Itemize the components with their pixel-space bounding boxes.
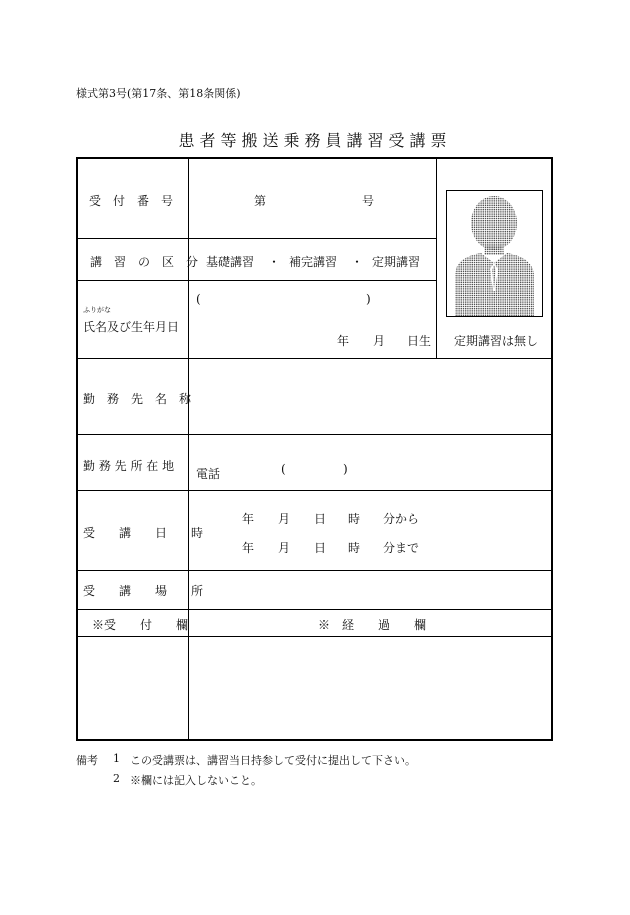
form-number: 様式第3号(第17条、第18条関係) xyxy=(76,87,241,100)
end-year-label: 年 xyxy=(242,541,255,555)
end-month-label: 月 xyxy=(278,541,291,555)
course-datetime-label: 受 講 日 時 xyxy=(83,526,204,540)
photo-frame[interactable] xyxy=(446,190,543,317)
row-divider xyxy=(76,609,553,610)
course-option-separator: ・ xyxy=(268,255,281,269)
phone-area-field[interactable] xyxy=(226,462,278,480)
workplace-name-field[interactable] xyxy=(194,364,546,428)
end-hour-label: 時 xyxy=(348,541,361,555)
row-divider xyxy=(76,490,553,491)
receipt-number-label: 受 付 番 号 xyxy=(89,194,174,208)
note-text: ※欄には記入しないこと。 xyxy=(130,774,262,787)
reception-cell xyxy=(80,640,184,737)
row-divider xyxy=(76,358,553,359)
row-divider xyxy=(76,434,553,435)
start-month-label: 月 xyxy=(278,512,291,526)
furigana-field[interactable] xyxy=(205,288,360,308)
receipt-number-field[interactable] xyxy=(272,186,356,208)
start-minute-label: 分から xyxy=(383,512,420,526)
birth-day-label: 日生 xyxy=(407,334,432,348)
photo-note: 定期講習は無し xyxy=(454,334,539,348)
course-place-label: 受 講 場 所 xyxy=(83,584,204,598)
end-minute-label: 分まで xyxy=(383,541,420,555)
note-number: 2 xyxy=(113,772,120,785)
column-divider xyxy=(436,157,437,358)
furigana-paren-close: ) xyxy=(366,292,371,306)
reception-column-header: ※受 付 欄 xyxy=(92,618,189,632)
workplace-address-label: 勤 務 先 所 在 地 xyxy=(83,459,175,473)
notes-heading: 備考 xyxy=(76,754,98,767)
start-year-label: 年 xyxy=(242,512,255,526)
furigana-label: ふりがな xyxy=(83,306,111,314)
progress-column-header: ※ 経 過 欄 xyxy=(318,618,427,632)
progress-cell xyxy=(192,640,548,737)
person-silhouette-icon xyxy=(447,191,542,316)
row-divider xyxy=(76,636,553,637)
row-divider xyxy=(76,280,437,281)
receipt-number-suffix: 号 xyxy=(362,194,375,208)
name-field[interactable] xyxy=(196,312,326,332)
receipt-number-prefix: 第 xyxy=(254,194,267,208)
course-option-separator: ・ xyxy=(351,255,364,269)
page-title: 患者等搬送乗務員講習受講票 xyxy=(178,131,452,150)
course-type-label: 講 習 の 区 分 xyxy=(90,255,199,269)
end-day-label: 日 xyxy=(314,541,327,555)
note-number: 1 xyxy=(113,752,120,765)
workplace-address-field[interactable] xyxy=(194,440,546,458)
course-option-supplementary[interactable]: 補完講習 xyxy=(289,255,338,269)
phone-number-field[interactable] xyxy=(290,462,340,480)
row-divider xyxy=(76,238,437,239)
name-birth-label: 氏名及び生年月日 xyxy=(83,320,180,334)
birth-year-label: 年 xyxy=(337,334,350,348)
course-option-periodic[interactable]: 定期講習 xyxy=(372,255,421,269)
birth-month-label: 月 xyxy=(373,334,386,348)
course-place-field[interactable] xyxy=(194,575,546,605)
phone-paren-open: ( xyxy=(281,462,286,476)
note-text: この受講票は、講習当日持参して受付に提出して下さい。 xyxy=(130,754,416,767)
course-option-basic[interactable]: 基礎講習 xyxy=(206,255,255,269)
furigana-paren-open: ( xyxy=(196,292,201,306)
start-day-label: 日 xyxy=(314,512,327,526)
row-divider xyxy=(76,570,553,571)
workplace-name-label: 勤 務 先 名 称 xyxy=(83,392,192,406)
column-divider xyxy=(188,157,189,741)
phone-paren-close: ) xyxy=(343,462,348,476)
phone-label: 電話 xyxy=(196,467,221,481)
start-hour-label: 時 xyxy=(348,512,361,526)
